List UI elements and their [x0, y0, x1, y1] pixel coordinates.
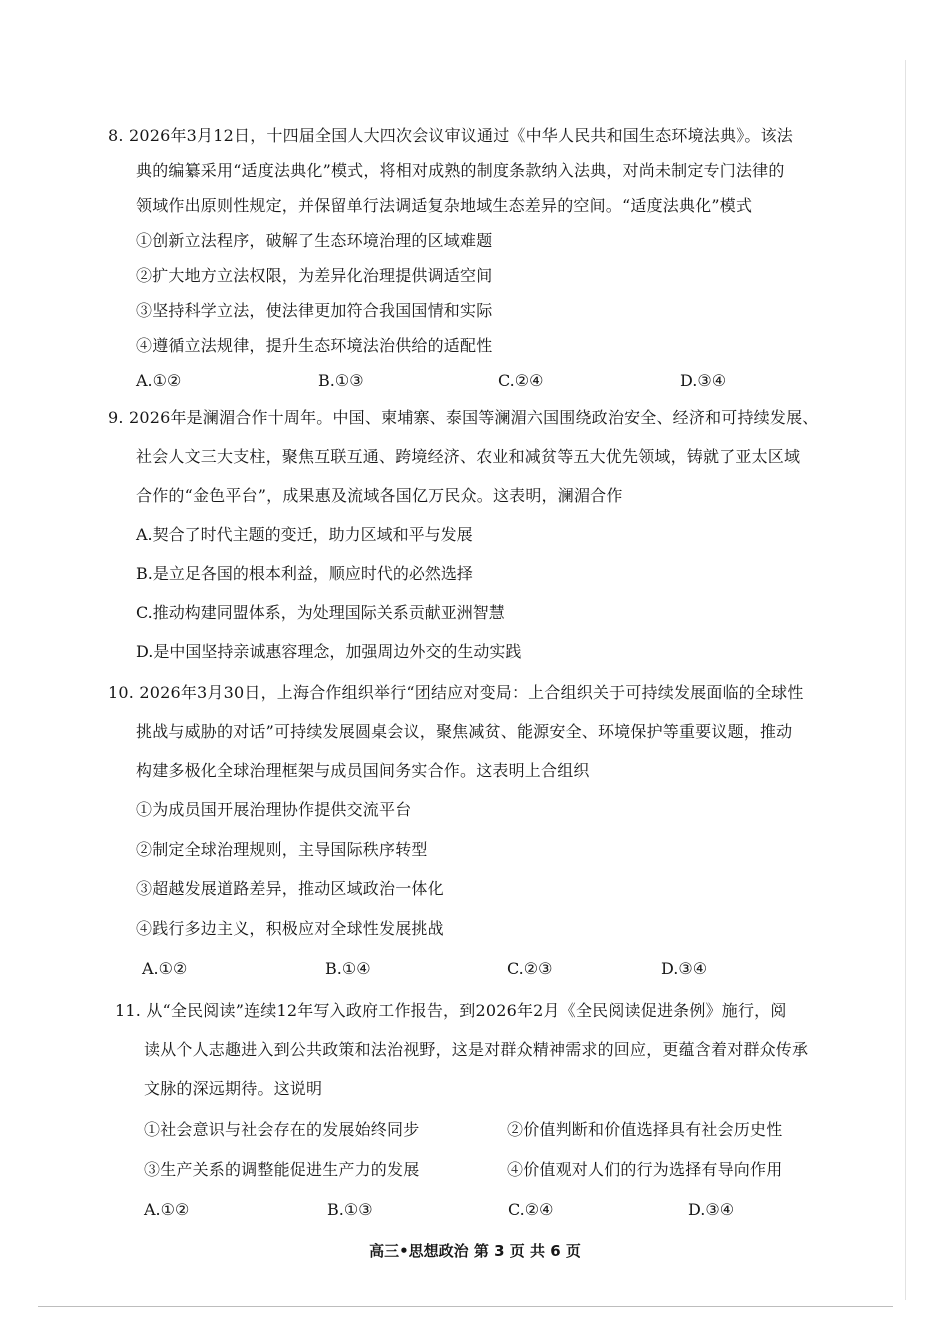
- q8-option-d[interactable]: D.③④: [680, 371, 727, 390]
- q10-stem-line-1: 10. 2026年3月30日，上海合作组织举行“团结应对变局：上合组织关于可持续发展面临的全球性: [108, 683, 804, 702]
- q10-statement-2: ②制定全球治理规则，主导国际秩序转型: [136, 840, 428, 859]
- q11-option-a[interactable]: A.①②: [144, 1200, 190, 1219]
- q8-statement-2: ②扩大地方立法权限，为差异化治理提供调适空间: [136, 266, 493, 285]
- q8-statement-4: ④遵循立法规律，提升生态环境法治供给的适配性: [136, 336, 493, 355]
- q10-statement-4: ④践行多边主义，积极应对全球性发展挑战: [136, 919, 444, 938]
- page-bottom-edge: [38, 1306, 893, 1307]
- page-footer: 高三•思想政治 第 3 页 共 6 页: [369, 1242, 581, 1260]
- q9-option-b[interactable]: B.是立足各国的根本利益，顺应时代的必然选择: [136, 564, 473, 583]
- q10-statement-3: ③超越发展道路差异，推动区域政治一体化: [136, 879, 444, 898]
- q10-option-c[interactable]: C.②③: [507, 959, 553, 978]
- q9-stem-line-2: 社会人文三大支柱，聚焦互联互通、跨境经济、农业和减贫等五大优先领域，铸就了亚太区域: [136, 447, 801, 466]
- q11-option-d[interactable]: D.③④: [688, 1200, 735, 1219]
- q9-option-a[interactable]: A.契合了时代主题的变迁，助力区域和平与发展: [136, 525, 473, 544]
- q9-stem-line-3: 合作的“金色平台”，成果惠及流域各国亿万民众。这表明，澜湄合作: [136, 486, 623, 505]
- q11-stem-line-1: 11. 从“全民阅读”连续12年写入政府工作报告，到2026年2月《全民阅读促进条例》施行，阅: [115, 1001, 787, 1020]
- q8-option-c[interactable]: C.②④: [498, 371, 544, 390]
- q11-statement-3: ③生产关系的调整能促进生产力的发展: [144, 1160, 420, 1179]
- q10-option-d[interactable]: D.③④: [661, 959, 708, 978]
- q11-statement-4: ④价值观对人们的行为选择有导向作用: [507, 1160, 783, 1179]
- q11-stem-line-2: 读从个人志趣进入到公共政策和法治视野，这是对群众精神需求的回应，更蕴含着对群众传承: [144, 1040, 809, 1059]
- q8-statement-1: ①创新立法程序，破解了生态环境治理的区域难题: [136, 231, 493, 250]
- q8-statement-3: ③坚持科学立法，使法律更加符合我国国情和实际: [136, 301, 493, 320]
- q8-stem-line-1: 8. 2026年3月12日，十四届全国人大四次会议审议通过《中华人民共和国生态环境法典》。该法: [108, 126, 794, 145]
- page-right-edge: [905, 60, 906, 1300]
- q8-stem-line-3: 领域作出原则性规定，并保留单行法调适复杂地域生态差异的空间。“适度法典化”模式: [136, 196, 753, 215]
- q11-statement-2: ②价值判断和价值选择具有社会历史性: [507, 1120, 783, 1139]
- q8-option-a[interactable]: A.①②: [136, 371, 182, 390]
- q11-statement-1: ①社会意识与社会存在的发展始终同步: [144, 1120, 420, 1139]
- q10-stem-line-3: 构建多极化全球治理框架与成员国间务实合作。这表明上合组织: [136, 761, 590, 780]
- q9-option-c[interactable]: C.推动构建同盟体系，为处理国际关系贡献亚洲智慧: [136, 603, 505, 622]
- q10-statement-1: ①为成员国开展治理协作提供交流平台: [136, 800, 412, 819]
- q11-option-c[interactable]: C.②④: [508, 1200, 554, 1219]
- q10-stem-line-2: 挑战与威胁的对话”可持续发展圆桌会议，聚焦减贫、能源安全、环境保护等重要议题，推动: [136, 722, 793, 741]
- q10-option-a[interactable]: A.①②: [142, 959, 188, 978]
- q8-option-b[interactable]: B.①③: [318, 371, 364, 390]
- q10-option-b[interactable]: B.①④: [325, 959, 371, 978]
- q11-option-b[interactable]: B.①③: [327, 1200, 373, 1219]
- q11-stem-line-3: 文脉的深远期待。这说明: [144, 1079, 323, 1098]
- q9-option-d[interactable]: D.是中国坚持亲诚惠容理念，加强周边外交的生动实践: [136, 642, 522, 661]
- q9-stem-line-1: 9. 2026年是澜湄合作十周年。中国、柬埔寨、泰国等澜湄六国围绕政治安全、经济和可持续发展、: [108, 408, 819, 427]
- q8-stem-line-2: 典的编纂采用“适度法典化”模式，将相对成熟的制度条款纳入法典，对尚未制定专门法律的: [136, 161, 785, 180]
